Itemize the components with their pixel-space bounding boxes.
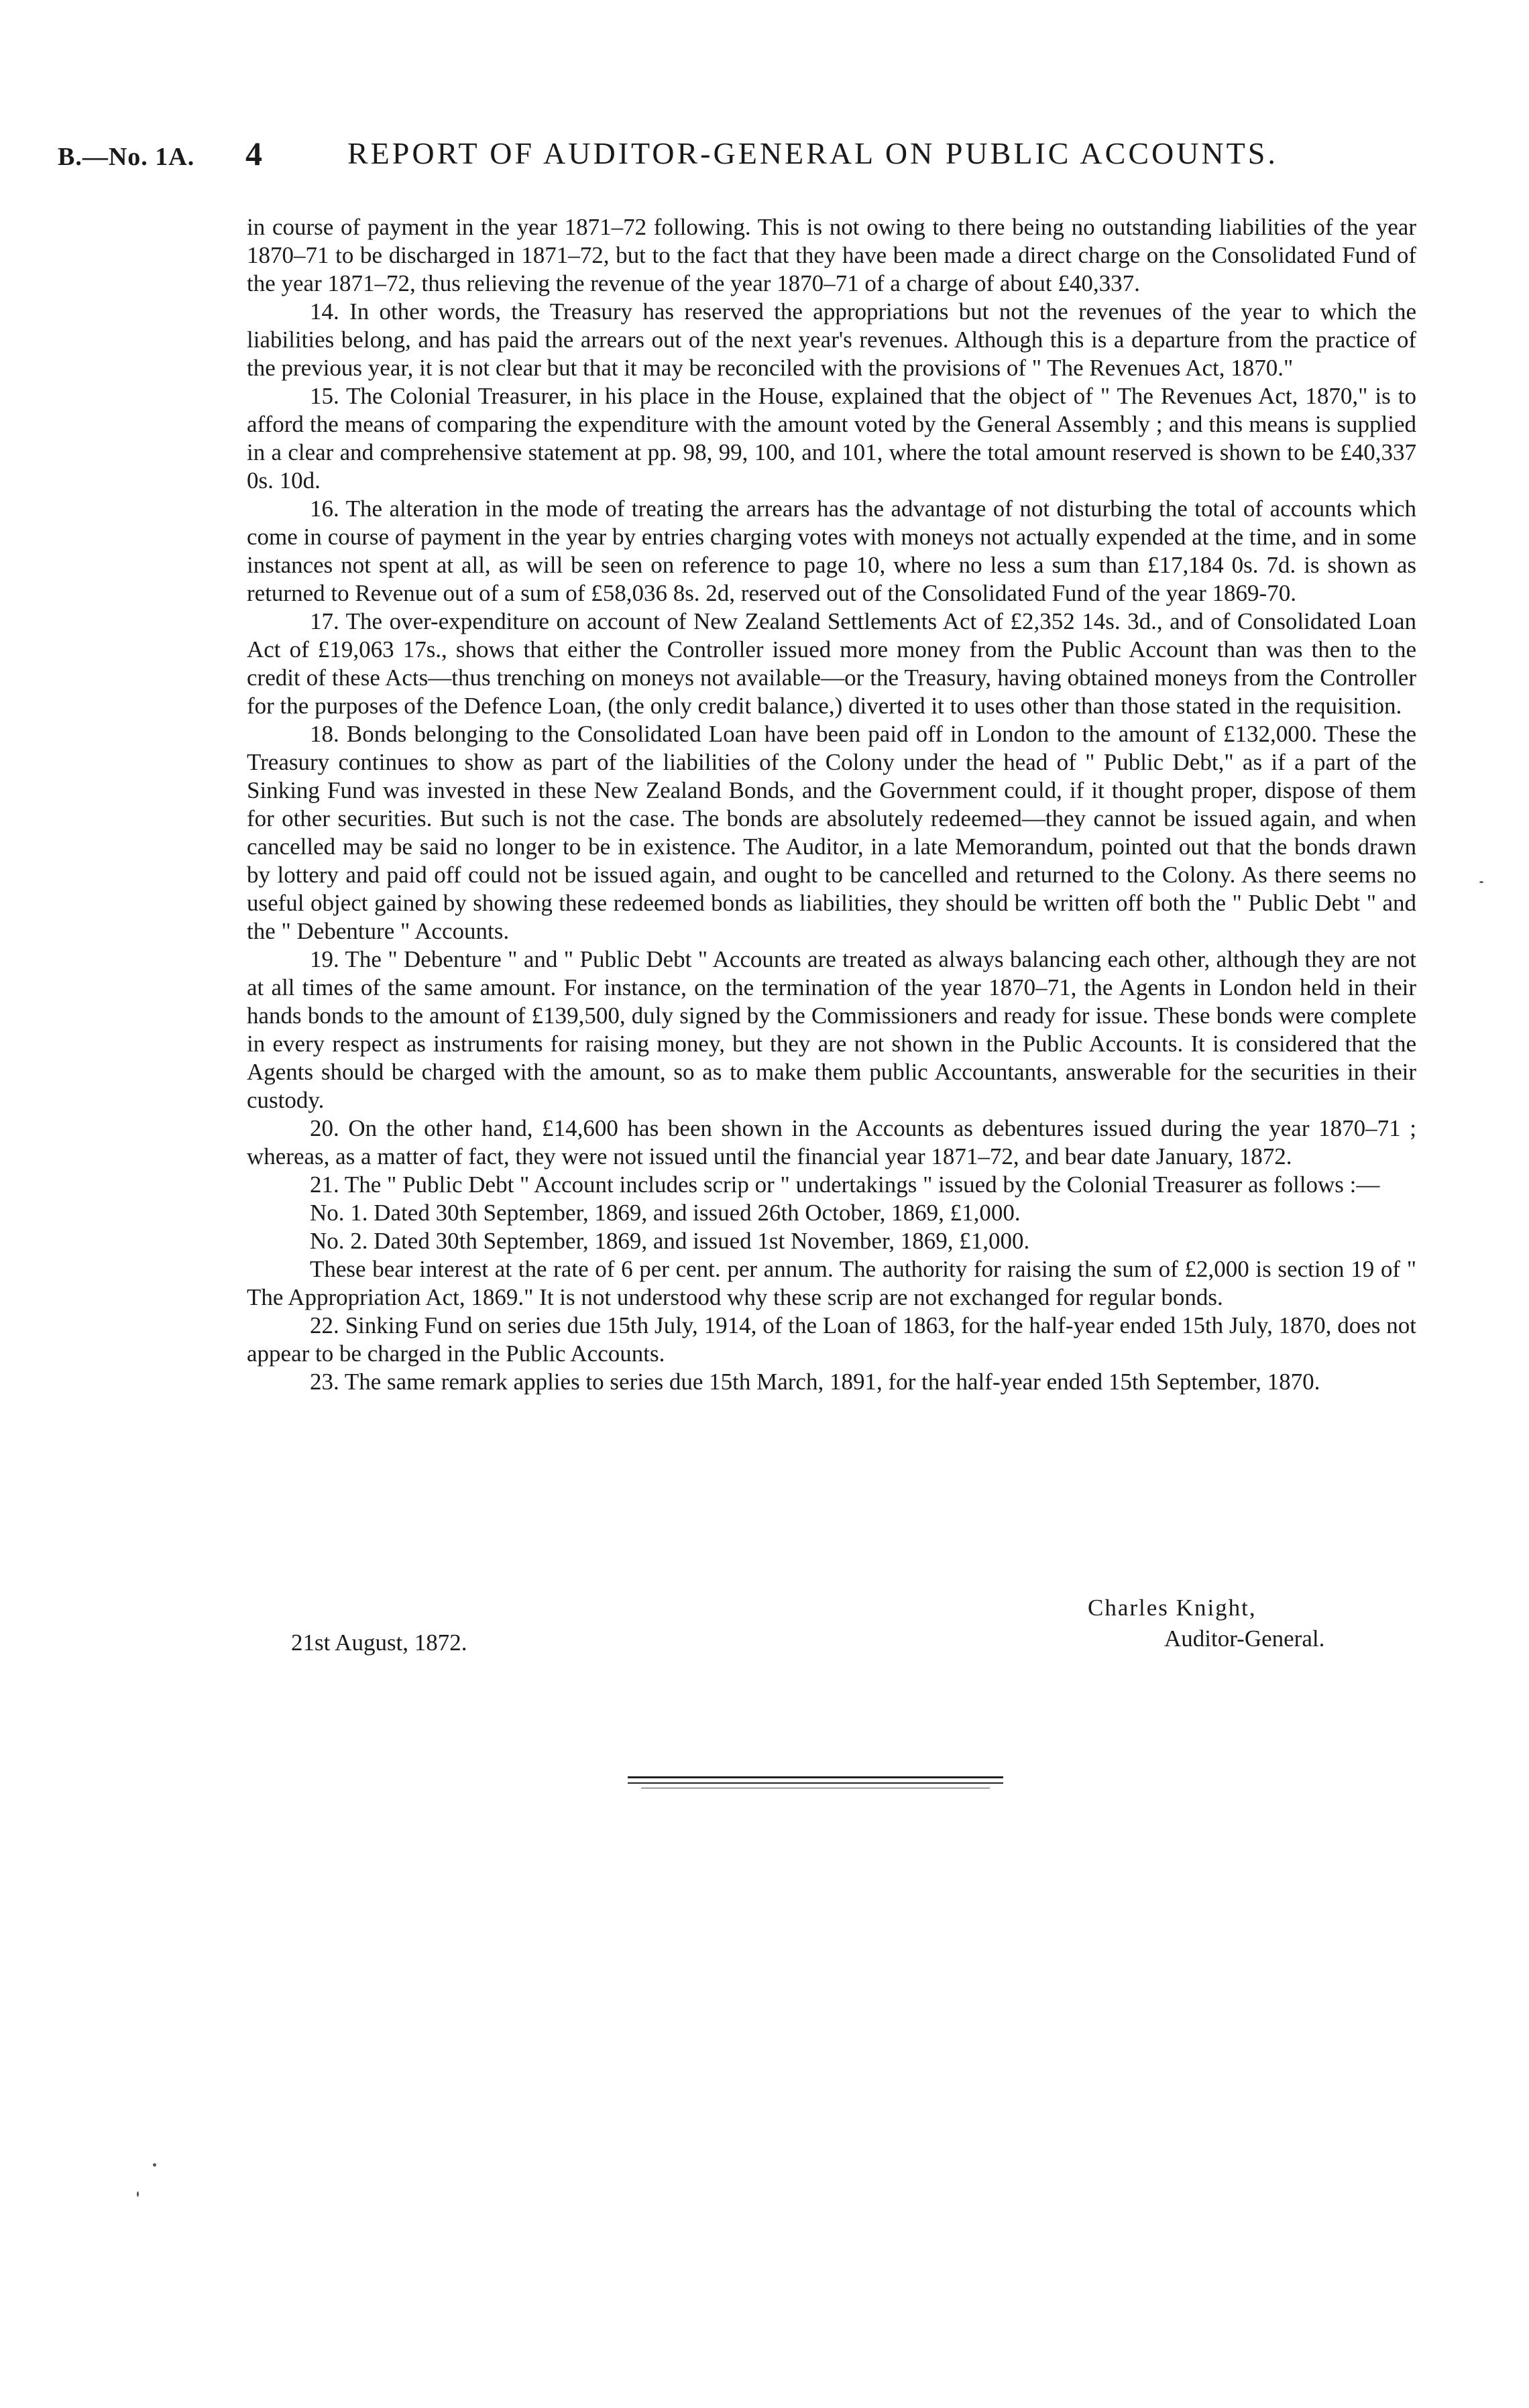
signer-title: Auditor-General. bbox=[1164, 1625, 1325, 1652]
paragraph-23: 23. The same remark applies to series due 15th March, 1891, for the half-year ended 15th September, 1870. bbox=[310, 1369, 1320, 1395]
paper-speck bbox=[1479, 881, 1483, 883]
closing-rule-line bbox=[628, 1782, 1003, 1784]
document-reference: B.—No. 1A. bbox=[58, 143, 195, 171]
paragraph-21: 21. The " Public Debt " Account includes scrip or " undertakings " issued by the Colonial Treasurer as follows :— bbox=[310, 1171, 1380, 1198]
paragraph-15: 15. The Colonial Treasurer, in his place in the House, explained that the object of " The Revenues Act, 1870," is to afford the means of comparing the expenditure with the amount voted by the General Assembly ; and this means is supplied in a clear and comprehensive statement at pp. 98, 99, 100, and 101, where the total amount reserved is shown to be £40,337 0s. 10d. bbox=[247, 383, 1416, 494]
page-number: 4 bbox=[245, 135, 262, 172]
paragraph-14: 14. In other words, the Treasury has reserved the appropriations but not the revenues of the year to which the liabilities belong, and has paid the arrears out of the next year's revenues. Although this is a departure from the practice of the previous year, it is not clear but that it may be reconciled with the provisions of " The Revenues Act, 1870." bbox=[247, 298, 1416, 381]
signature-block bbox=[247, 1588, 1416, 1662]
page-header bbox=[58, 134, 1439, 181]
signer-name: Charles Knight, bbox=[1088, 1595, 1257, 1621]
paragraph-20: 20. On the other hand, £14,600 has been shown in the Accounts as debentures issued during the year 1870–71 ; whereas, as a matter of fact, they were not issued until the financial year 1871–72, and bear date January, 1872. bbox=[247, 1115, 1416, 1169]
paragraph-19: 19. The " Debenture " and " Public Debt " Accounts are treated as always balancing each other, although they are not at all times of the same amount. For instance, on the termination of the year 1870–71, the Agents in London held in their hands bonds to the amount of £139,500, duly signed by the Commissioners and ready for issue. These bonds were complete in every respect as instruments for raising money, but they are not shown in the Public Accounts. It is considered that the Agents should be charged with the amount, so as to make them public Accountants, answerable for the securities in their custody. bbox=[247, 946, 1416, 1113]
paragraph-17: 17. The over-expenditure on account of New Zealand Settlements Act of £2,352 14s. 3d., and of Consolidated Loan Act of £19,063 17s., shows that either the Controller issued more money from the Public Account than was then to the credit of these Acts—thus trenching on moneys not available—or the Treasury, having obtained moneys from the Controller for the purposes of the Defence Loan, (the only credit balance,) diverted it to uses other than those stated in the requisition. bbox=[247, 608, 1416, 719]
paper-speck bbox=[153, 2163, 156, 2167]
scrip-item-2: No. 2. Dated 30th September, 1869, and issued 1st November, 1869, £1,000. bbox=[310, 1228, 1030, 1254]
scrip-item-1: No. 1. Dated 30th September, 1869, and issued 26th October, 1869, £1,000. bbox=[310, 1200, 1021, 1226]
closing-rule-line bbox=[628, 1776, 1003, 1778]
paragraph-18: 18. Bonds belonging to the Consolidated Loan have been paid off in London to the amount of £132,000. These the Treasury continues to show as part of the liabilities of the Colony under the head of " Public Debt," as if a part of the Sinking Fund was invested in these New Zealand Bonds, and the Government could, if it thought proper, dispose of them for other securities. But such is not the case. The bonds are absolutely redeemed—they cannot be issued again, and when cancelled may be said no longer to be in existence. The Auditor, in a late Memorandum, pointed out that the bonds drawn by lottery and paid off could not be issued again, and ought to be cancelled and returned to the Colony. As there seems no useful object gained by showing these redeemed bonds as liabilities, they should be written off both the " Public Debt " and the " Debenture " Accounts. bbox=[247, 721, 1416, 944]
paragraph-16: 16. The alteration in the mode of treating the arrears has the advantage of not disturbing the total of accounts which come in course of payment in the year by entries charging votes with moneys not actually expended at the time, and in some instances not spent at all, as will be seen on reference to page 10, where no less a sum than £17,184 0s. 7d. is shown as returned to Revenue out of a sum of £58,036 8s. 2d, reserved out of the Consolidated Fund of the year 1869-70. bbox=[247, 496, 1416, 606]
signature-date: 21st August, 1872. bbox=[291, 1629, 467, 1656]
paragraph-22: 22. Sinking Fund on series due 15th July, 1914, of the Loan of 1863, for the half-year ended 15th July, 1870, does not appear to be charged in the Public Accounts. bbox=[247, 1312, 1416, 1367]
paragraph-continued: in course of payment in the year 1871–72 following. This is not owing to there being no outstanding liabilities of the year 1870–71 to be discharged in 1871–72, but to the fact that they have been made a direct charge on the Consolidated Fund of the year 1871–72, thus relieving the revenue of the year 1870–71 of a charge of about £40,337. bbox=[247, 214, 1416, 296]
page-title: REPORT OF AUDITOR-GENERAL ON PUBLIC ACCOUNTS. bbox=[347, 136, 1278, 170]
closing-rule bbox=[628, 1776, 1003, 1790]
paper-speck bbox=[137, 2191, 139, 2197]
report-body bbox=[247, 213, 1416, 1396]
paragraph-scrip-interest: These bear interest at the rate of 6 per cent. per annum. The authority for raising the sum of £2,000 is section 19 of " The Appropriation Act, 1869." It is not understood why these scrip are not exchanged for regular bonds. bbox=[247, 1256, 1416, 1310]
